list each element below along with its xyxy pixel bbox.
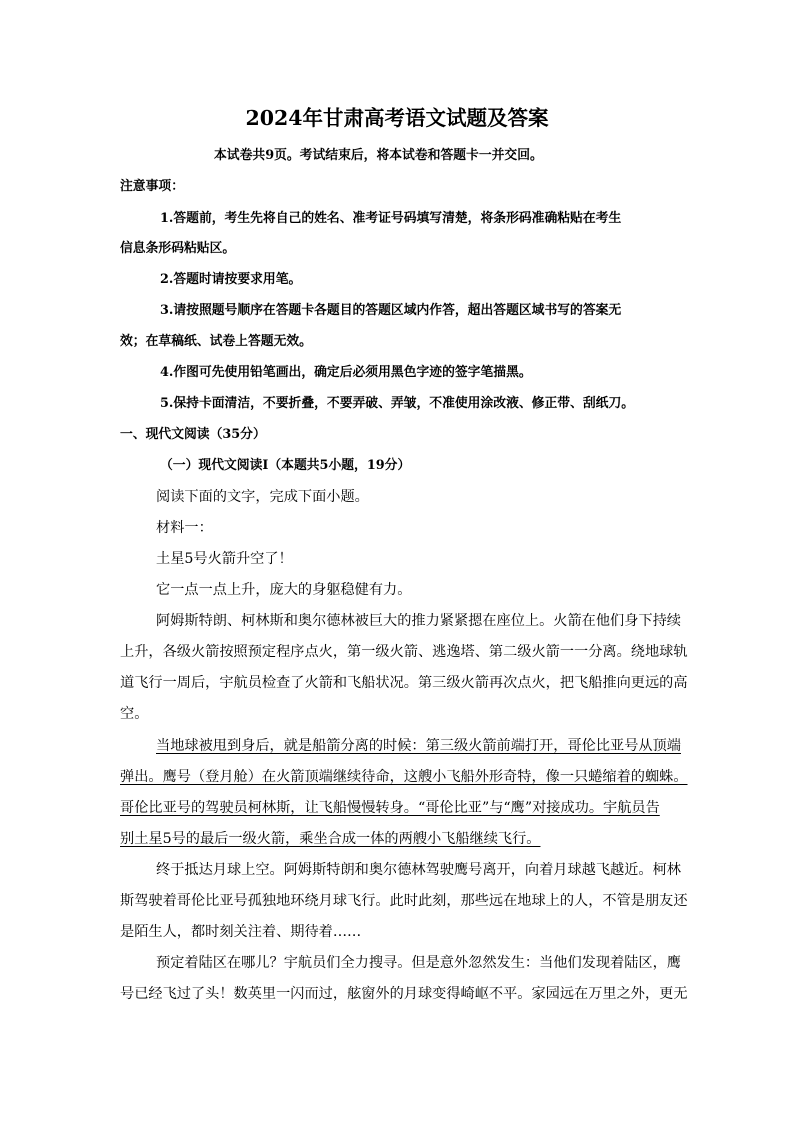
note-line: 1.答题前，考生先将自己的姓名、准考证号码填写清楚，将条形码准确粘贴在考生 — [160, 211, 622, 226]
material-label: 材料一： — [156, 520, 213, 536]
passage-line: 它一点一点上升，庞大的身躯稳健有力。 — [156, 582, 412, 598]
passage-line: 道飞行一周后，宇航员检查了火箭和飞船状况。第三级火箭再次点火，把飞船推向更远的高 — [120, 675, 688, 691]
passage-line-underlined: 别土星5号的最后一级火箭，乘坐合成一体的两艘小飞船继续飞行。 — [120, 831, 541, 847]
passage-line: 空。 — [120, 706, 149, 722]
instruction-text: 阅读下面的文字，完成下面小题。 — [156, 489, 369, 505]
page-title: 2024年甘肃高考语文试题及答案 — [245, 106, 549, 130]
notes-heading: 注意事项： — [120, 179, 184, 194]
note-line: 4.作图可先使用铅笔画出，确定后必须用黑色字迹的签字笔描黑。 — [160, 365, 532, 380]
note-line: 3.请按照题号顺序在答题卡各题目的答题区域内作答，超出答题区域书写的答案无 — [160, 303, 622, 318]
note-line: 2.答题时请按要求用笔。 — [160, 272, 302, 287]
passage-line-underlined: 弹出。鹰号（登月舱）在火箭顶端继续待命，这艘小飞船外形奇特，像一只蜷缩着的蜘蛛。 — [120, 769, 688, 785]
passage-line-underlined: 哥伦比亚号的驾驶员柯林斯，让飞船慢慢转身。“哥伦比亚”与“鹰”对接成功。宇航员告 — [120, 800, 660, 816]
passage-line: 阿姆斯特朗、柯林斯和奥尔德林被巨大的推力紧紧摁在座位上。火箭在他们身下持续 — [156, 613, 681, 629]
passage-line: 号已经飞过了头！数英里一闪而过，舷窗外的月球变得崎岖不平。家园远在万里之外，更无 — [120, 986, 688, 1002]
section-heading: 一、现代文阅读（35分） — [120, 427, 266, 442]
note-line: 信息条形码粘贴区。 — [120, 241, 236, 256]
passage-line: 是陌生人，都时刻关注着、期待着…… — [120, 924, 362, 940]
note-line: 5.保持卡面清洁，不要折叠，不要弄破、弄皱，不准使用涂改液、修正带、刮纸刀。 — [160, 396, 635, 411]
passage-line: 预定着陆区在哪儿？宇航员们全力搜寻。但是意外忽然发生：当他们发现着陆区，鹰 — [156, 955, 681, 971]
passage-line: 上升，各级火箭按照预定程序点火，第一级火箭、逃逸塔、第二级火箭一一分离。绕地球轨 — [120, 644, 688, 660]
passage-line: 土星5号火箭升空了！ — [156, 551, 293, 567]
note-line: 效；在草稿纸、试卷上答题无效。 — [120, 334, 312, 349]
subsection-heading: （一）现代文阅读Ⅰ（本题共5小题，19分） — [160, 458, 411, 473]
passage-line: 终于抵达月球上空。阿姆斯特朗和奥尔德林驾驶鹰号离开，向着月球越飞越近。柯林 — [156, 862, 681, 878]
passage-line: 斯驾驶着哥伦比亚号孤独地环绕月球飞行。此时此刻，那些远在地球上的人，不管是朋友还 — [120, 893, 688, 909]
exam-subtitle: 本试卷共9页。考试结束后，将本试卷和答题卡一并交回。 — [214, 148, 543, 163]
passage-line-underlined: 当地球被甩到身后，就是船箭分离的时候：第三级火箭前端打开，哥伦比亚号从顶端 — [156, 738, 681, 754]
